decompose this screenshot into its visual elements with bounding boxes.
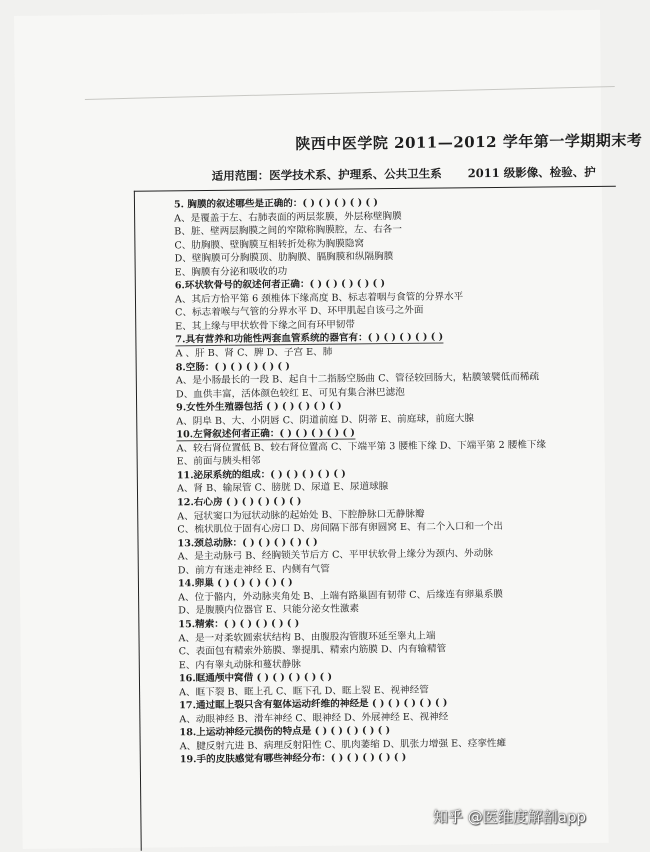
question-option: A、是覆盖于左、右肺表面的两层浆膜，外层称壁胸膜 (174, 210, 402, 224)
question-option: E、前面与胰头相邻 (176, 455, 261, 468)
question (177, 492, 617, 537)
question-stem-text: 11.泌尿系统的组成：( ) ( ) ( ) ( ) ( ) (176, 468, 346, 482)
question-stem-text: 19.手的皮肤感觉有哪些神经分布：( ) ( ) ( ) ( ) ( ) (179, 752, 407, 766)
question-stem-text: 16.眶通颅中窝借 ( ) ( ) ( ) ( ) ( ) (178, 671, 333, 685)
question (174, 194, 615, 280)
question-option: C、肋胸膜、壁胸膜互相转折处称为胸膜隐窝 (174, 237, 365, 251)
question-option: A、是主动脉弓 B、经胸锁关节后方 C、平甲状软骨上缘分为颈内、外动脉 (177, 548, 493, 563)
question-option: C、梳状肌位于固有心房口 D、房间隔下部有卵圆窝 E、有二个入口和一个出 (177, 521, 503, 536)
question-option: D、壁胸膜可分胸膜顶、肋胸膜、膈胸膜和纵隔胸膜 (174, 251, 394, 265)
question-option: A、其后方恰平第 6 颈椎体下缘高度 B、标志着咽与食管的分界水平 (174, 291, 464, 306)
question-option: E、胸膜有分泌和吸收的功 (174, 265, 288, 279)
question-stem-text: 14.卵巢 ( ) ( ) ( ) ( ) ( ) (177, 577, 293, 590)
question-option: A、是一对柔软圆索状结构 B、由腹股沟管腹环延至睾丸上端 (178, 630, 436, 644)
cohort-text: 2011 级影像、检验、护 (467, 164, 596, 181)
question-stem-text: 18.上运动神经元损伤的特点是 ( ) ( ) ( ) ( ) ( ) (179, 725, 391, 739)
question-option: D、血供丰富，活体颜色较红 E、可见有集合淋巴滤泡 (175, 386, 405, 400)
question-option: B、脏、壁两层胸膜之间的窄隙称胸膜腔，左、右各一 (174, 224, 403, 238)
scope-text: 适用范围：医学技术系、护理系、公共卫生系 (211, 166, 442, 183)
question (178, 614, 619, 673)
question-stem-text: 7.具有营养和功能性两套血管系统的器官有：( ) ( ) ( ) ( ) ( ) (175, 331, 444, 346)
question-stem-text: 15.精索：( ) ( ) ( ) ( ) ( ) (178, 617, 300, 631)
question-stem-text: 9.女性外生殖器包括 ( ) ( ) ( ) ( ) ( ) (176, 400, 342, 414)
question-option: C、表面包有精索外筋膜、睾提肌、精索内筋膜 D、内有输精管 (178, 643, 447, 658)
question-option: A 、肝 B、肾 C、脾 D、子宫 E、肺 (175, 346, 333, 360)
question-stem-text: 8.空肠：( ) ( ) ( ) ( ) ( ) (175, 360, 290, 373)
scope-line (212, 164, 596, 184)
question-option: A、肾 B、输尿管 C、膀胱 D、尿道 E、尿道球腺 (176, 481, 389, 495)
question-stem-text: 6.环状软骨号的叙述何者正确：( ) ( ) ( ) ( ) ( ) (174, 278, 386, 292)
question (176, 424, 616, 469)
question (178, 573, 618, 618)
question-option: A、阴阜 B、大、小阴唇 C、阴道前庭 D、阴蒂 E、前庭球，前庭大腺 (176, 412, 474, 428)
question (177, 532, 617, 577)
question-stem-text: 12.右心房 ( ) ( ) ( ) ( ) ( ) (177, 496, 302, 509)
margin-rule (134, 191, 142, 851)
question-option: D、前方有迷走神经 E、内侧有气管 (177, 563, 330, 577)
question (176, 356, 616, 401)
question-option: A、眶下裂 B、眶上孔 C、眶下孔 D、眶上裂 E、视神经管 (179, 684, 429, 698)
question-option: A、腱反射亢进 B、病理反射阳性 C、肌肉萎缩 D、肌张力增强 E、痉挛性瘫 (179, 737, 507, 753)
question-option: E、其上缘与甲状软骨下缘之间有环甲韧带 (175, 319, 356, 333)
question-option: A、较右肾位置低 B、较右肾位置高 C、下端平第 3 腰椎下缘 D、下端平第 2 腰椎下缘 (176, 439, 547, 455)
exam-paper (14, 10, 643, 849)
question-option: D、是腹膜内位器官 E、只能分泌女性激素 (178, 603, 360, 617)
question-option: A、是小肠最长的一段 B、起自十二指肠空肠曲 C、管径较回肠大，粘膜皱襞低而稀疏 (175, 371, 540, 387)
question-stem-text: 17.通过眶上裂只含有躯体运动纤维的神经是 ( ) ( ) ( ) ( ) ( ) (179, 697, 448, 712)
question-stem-text: 5. 胸膜的叙述哪些是正确的：( ) ( ) ( ) ( ) ( ) (173, 197, 378, 211)
question-option: C、标志着喉与气管的分界水平 D、环甲肌起自该弓之外面 (175, 305, 424, 319)
question-option: A、位于骼内，外动脉夹角处 B、上端有路巢固有韧带 C、后缘连有卵巢系膜 (178, 588, 503, 604)
question (175, 275, 616, 334)
exam-title: 陕西中医学院 2011—2012 学年第一学期期末考 (295, 131, 643, 154)
question-option: A、动眼神经 B、滑车神经 C、眼神经 D、外展神经 E、视神经 (179, 711, 449, 726)
question-list (174, 194, 620, 768)
watermark: 知乎 @医维度解剖app (432, 808, 586, 826)
question-stem-text: 13.颈总动脉：( ) ( ) ( ) ( ) ( ) (177, 536, 318, 549)
question-option: E、内有睾丸动脉和蔓状静脉 (178, 658, 302, 671)
question-option: A、冠状窦口为冠状动脉的起始处 B、下腔静脉口无静脉瓣 (177, 508, 425, 522)
header-rule (134, 186, 616, 192)
question-stem-text: 10.左肾叙述何者正确：( ) ( ) ( ) ( ) ( ) (176, 427, 355, 441)
fold-line (85, 86, 615, 100)
